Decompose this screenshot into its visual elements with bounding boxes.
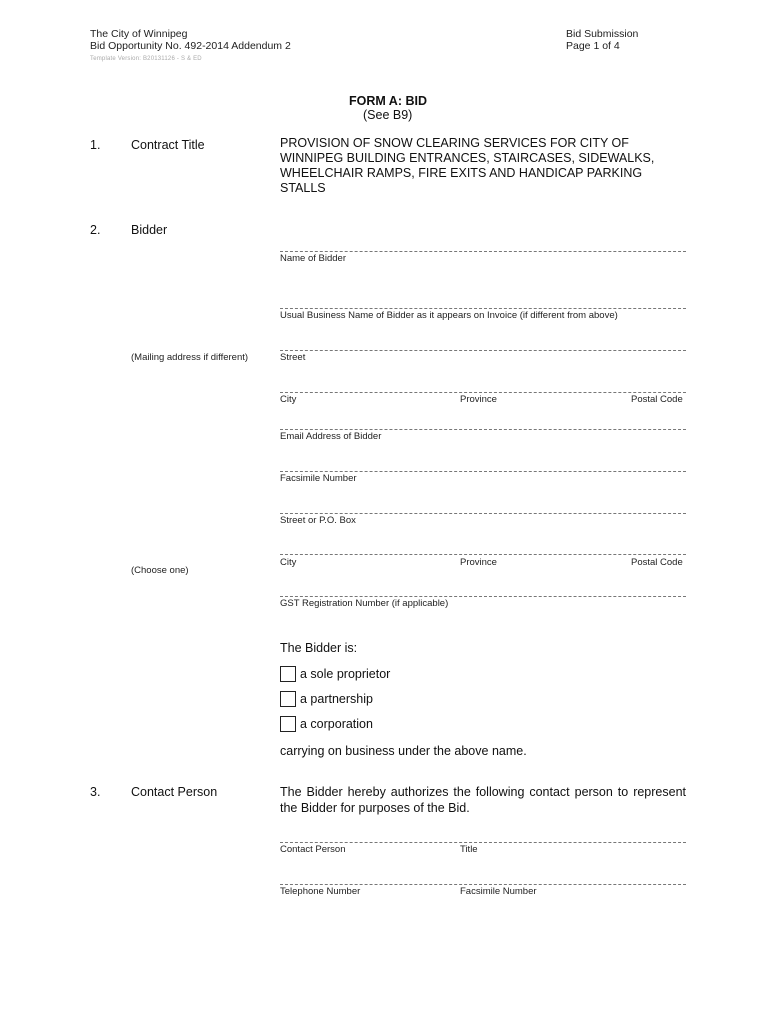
header-org: The City of Winnipeg — [90, 28, 188, 40]
bidder-is-label: The Bidder is: — [280, 641, 358, 655]
partnership-label: a partnership — [300, 692, 373, 706]
city-province-postal-field-2[interactable] — [280, 554, 686, 555]
template-version: Template Version: B20131126 - S & ED — [90, 56, 202, 62]
choose-one-note: (Choose one) — [131, 565, 189, 576]
city-caption: City — [280, 394, 297, 405]
street-caption: Street — [280, 352, 306, 363]
mailing-address-note: (Mailing address if different) — [131, 352, 249, 363]
contract-title-value: PROVISION OF SNOW CLEARING SERVICES FOR CITY OF WINNIPEG BUILDING ENTRANCES, STAIRCASES, SIDEWALKS, WHEELCHAIR RAMPS, FIRE EXITS AND HANDICAP PARKING STALLS — [280, 136, 655, 195]
corporation-checkbox[interactable] — [280, 716, 296, 732]
section-3-number: 3. — [90, 785, 101, 799]
telephone-fax-field[interactable] — [280, 884, 686, 885]
email-caption: Email Address of Bidder — [280, 431, 382, 442]
postal-code-caption-2: Postal Code — [631, 557, 683, 568]
street-field[interactable] — [280, 350, 686, 351]
contact-authorization-text: The Bidder hereby authorizes the following contact person to represent the Bidder for purposes of the Bid. — [280, 785, 686, 815]
section-3-label: Contact Person — [131, 785, 218, 799]
section-2-label: Bidder — [131, 223, 168, 237]
city-caption-2: City — [280, 557, 297, 568]
province-caption-2: Province — [460, 557, 497, 568]
name-of-bidder-field[interactable] — [280, 251, 686, 252]
contact-person-caption: Contact Person — [280, 844, 346, 855]
contact-facsimile-caption: Facsimile Number — [460, 886, 537, 897]
form-title: FORM A: BID — [349, 94, 427, 108]
sole-proprietor-label: a sole proprietor — [300, 667, 391, 681]
usual-business-name-field[interactable] — [280, 308, 686, 309]
partnership-checkbox[interactable] — [280, 691, 296, 707]
sole-proprietor-checkbox[interactable] — [280, 666, 296, 682]
facsimile-field[interactable] — [280, 471, 686, 472]
city-province-postal-field[interactable] — [280, 392, 686, 393]
name-of-bidder-caption: Name of Bidder — [280, 253, 347, 264]
contact-person-field[interactable] — [280, 842, 686, 843]
facsimile-caption: Facsimile Number — [280, 473, 357, 484]
header-page-number: Page 1 of 4 — [566, 40, 620, 52]
section-1-number: 1. — [90, 138, 101, 152]
po-box-caption: Street or P.O. Box — [280, 515, 356, 526]
gst-field[interactable] — [280, 596, 686, 597]
province-caption: Province — [460, 394, 497, 405]
po-box-field[interactable] — [280, 513, 686, 514]
postal-code-caption: Postal Code — [631, 394, 683, 405]
section-1-label: Contract Title — [131, 138, 205, 152]
gst-caption: GST Registration Number (if applicable) — [280, 598, 449, 609]
header-bid-submission: Bid Submission — [566, 28, 639, 40]
corporation-label: a corporation — [300, 717, 373, 731]
carrying-on-business-text: carrying on business under the above name. — [280, 744, 527, 758]
title-caption: Title — [460, 844, 478, 855]
header-bid-number: Bid Opportunity No. 492-2014 Addendum 2 — [90, 40, 291, 52]
section-2-number: 2. — [90, 223, 101, 237]
telephone-caption: Telephone Number — [280, 886, 361, 897]
email-field[interactable] — [280, 429, 686, 430]
form-subtitle: (See B9) — [363, 108, 413, 122]
usual-business-name-caption: Usual Business Name of Bidder as it appears on Invoice (if different from above) — [280, 310, 618, 321]
